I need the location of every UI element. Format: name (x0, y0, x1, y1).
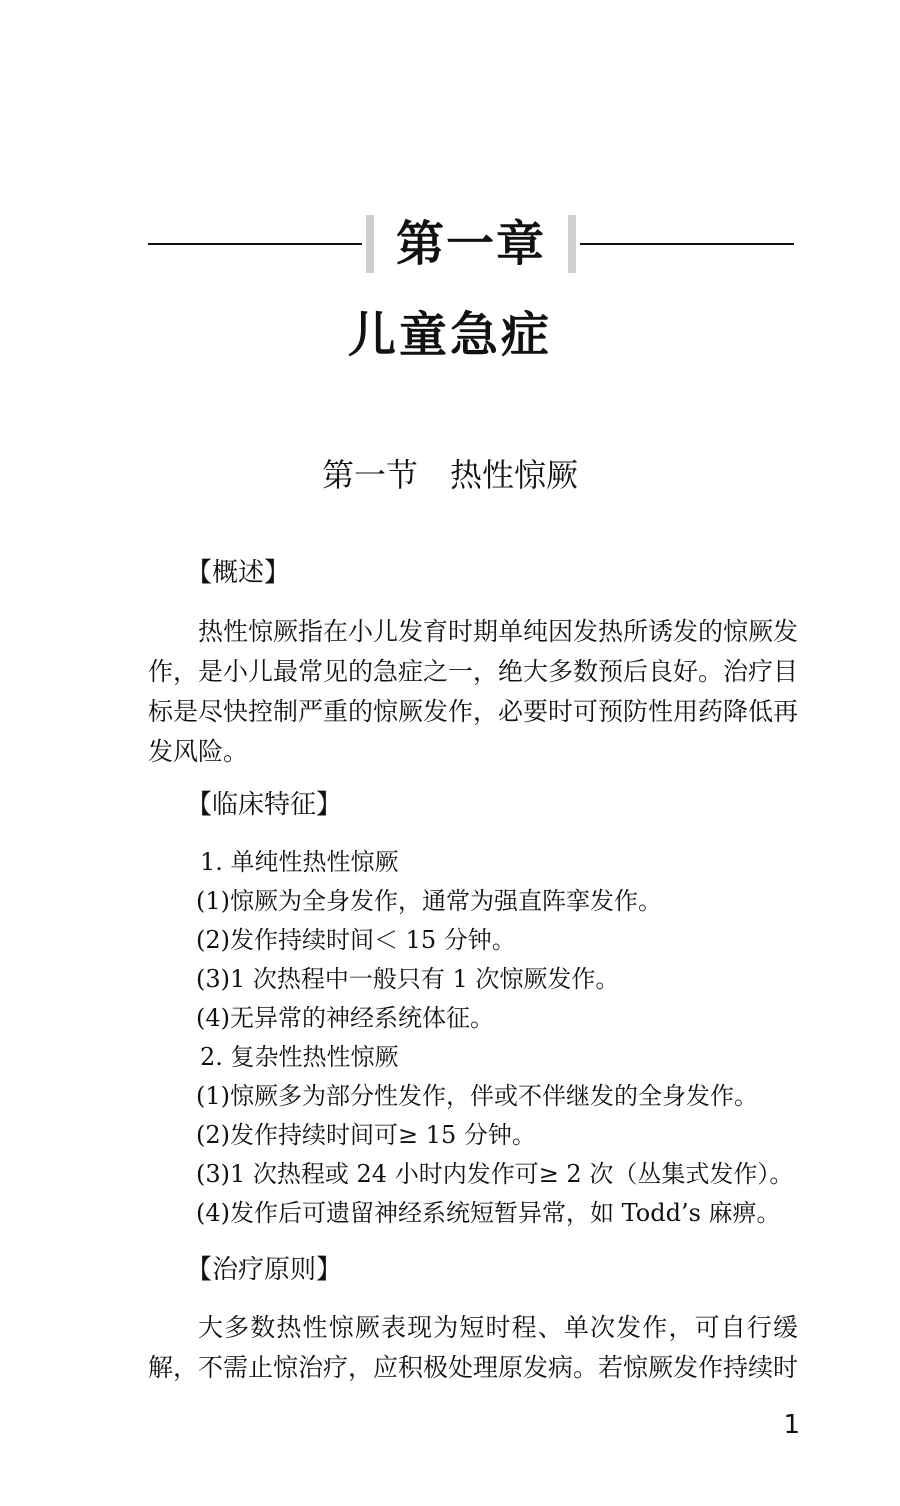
chapter-label: 第一章 (395, 216, 546, 272)
simple-item-2: (2)发作持续时间＜ 15 分钟。 (196, 926, 516, 954)
simple-item-3: (3)1 次热程中一般只有 1 次惊厥发作。 (196, 965, 620, 993)
complex-type-title: 2. 复杂性热性惊厥 (200, 1043, 399, 1071)
chapter-bar-right (568, 215, 576, 273)
chapter-header (148, 205, 794, 283)
clinical-heading: 【临床特征】 (186, 790, 343, 820)
page-number: 1 (783, 1410, 800, 1440)
chapter-rule-right (580, 243, 794, 245)
complex-item-1: (1)惊厥多为部分性发作，伴或不伴继发的全身发作。 (196, 1082, 758, 1110)
simple-type-title: 1. 单纯性热性惊厥 (200, 848, 399, 876)
treatment-heading: 【治疗原则】 (186, 1255, 343, 1285)
simple-item-1: (1)惊厥为全身发作，通常为强直阵挛发作。 (196, 887, 662, 915)
chapter-title: 儿童急症 (347, 307, 552, 363)
simple-item-4: (4)无异常的神经系统体征。 (196, 1004, 494, 1032)
chapter-bar-left (366, 215, 374, 273)
complex-item-3: (3)1 次热程或 24 小时内发作可≥ 2 次（丛集式发作）。 (196, 1160, 794, 1188)
treatment-paragraph: 大多数热性惊厥表现为短时程、单次发作，可自行缓解，不需止惊治疗，应积极处理原发病。若惊厥发作持续时 (148, 1313, 799, 1382)
overview-paragraph: 热性惊厥指在小儿发育时期单纯因发热所诱发的惊厥发作，是小儿最常见的急症之一，绝大多数预后良好。治疗目标是尽快控制严重的惊厥发作，必要时可预防性用药降低再发风险。 (148, 617, 799, 766)
complex-item-4: (4)发作后可遗留神经系统短暂异常，如 Todd’s 麻痹。 (196, 1199, 781, 1227)
complex-item-2: (2)发作持续时间可≥ 15 分钟。 (196, 1121, 536, 1149)
section-title: 第一节 热性惊厥 (321, 456, 578, 494)
overview-heading: 【概述】 (186, 558, 291, 588)
chapter-rule-left (148, 243, 362, 245)
